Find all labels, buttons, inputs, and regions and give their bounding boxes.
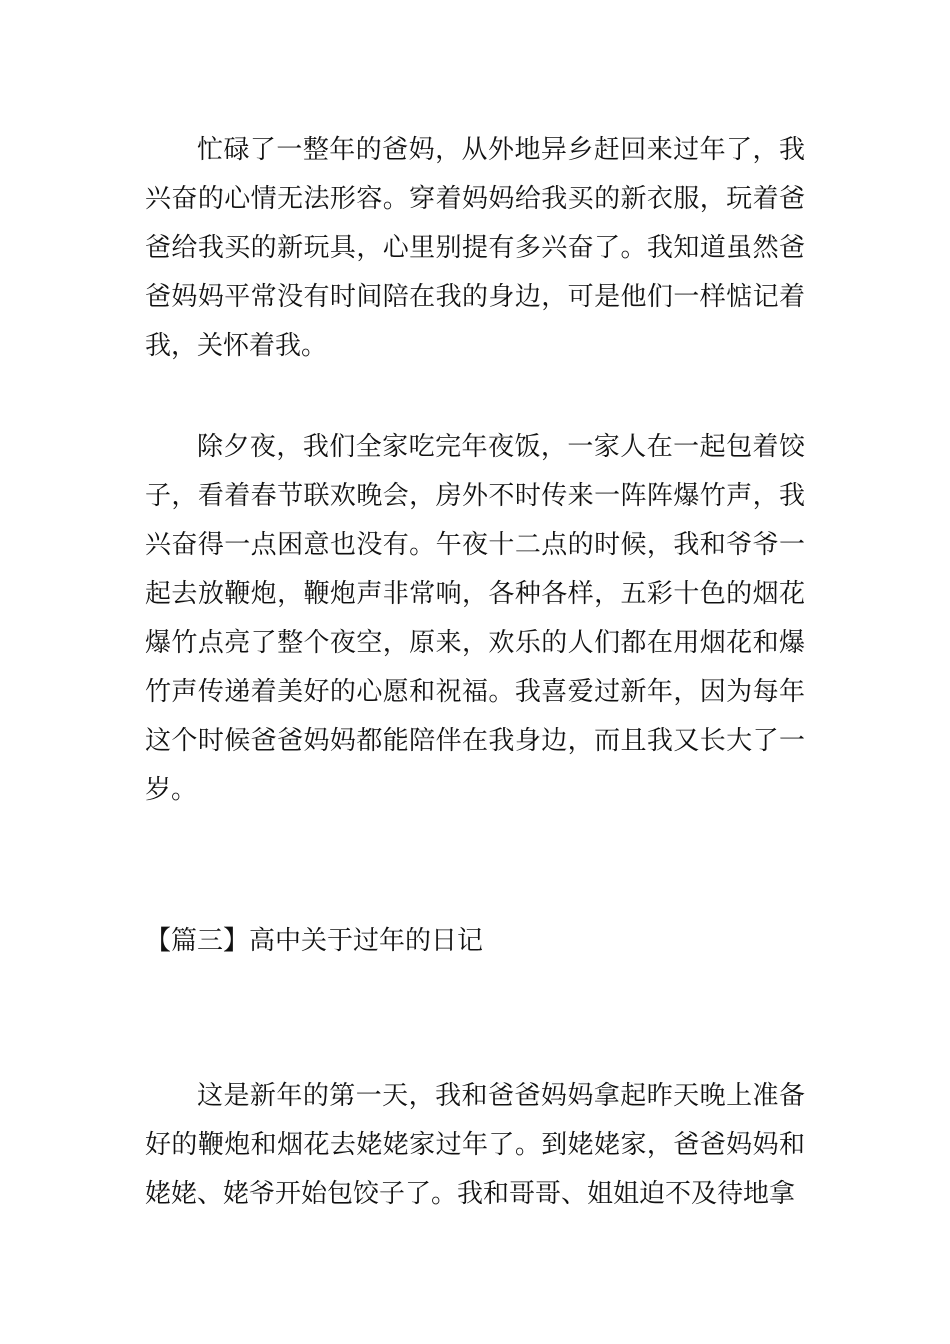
paragraph-1: 忙碌了一整年的爸妈，从外地异乡赶回来过年了，我兴奋的心情无法形容。穿着妈妈给我买的新衣服，玩着爸爸给我买的新玩具，心里别提有多兴奋了。我知道虽然爸爸妈妈平常没有时间陪在我的身边，可是他们一样惦记着我，关怀着我。 <box>145 135 805 361</box>
section-heading: 【篇三】高中关于过年的日记 <box>145 926 484 956</box>
paragraph-3: 这是新年的第一天，我和爸爸妈妈拿起昨天晚上准备好的鞭炮和烟花去姥姥家过年了。到姥姥家，爸爸妈妈和姥姥、姥爷开始包饺子了。我和哥哥、姐姐迫不及待地拿 <box>145 1081 805 1209</box>
paragraph-2: 除夕夜，我们全家吃完年夜饭，一家人在一起包着饺子，看着春节联欢晚会，房外不时传来一阵阵爆竹声，我兴奋得一点困意也没有。午夜十二点的时候，我和爷爷一起去放鞭炮，鞭炮声非常响，各种各样，五彩十色的烟花爆竹点亮了整个夜空，原来，欢乐的人们都在用烟花和爆竹声传递着美好的心愿和祝福。我喜爱过新年，因为每年这个时候爸爸妈妈都能陪伴在我身边，而且我又长大了一岁。 <box>145 432 805 805</box>
